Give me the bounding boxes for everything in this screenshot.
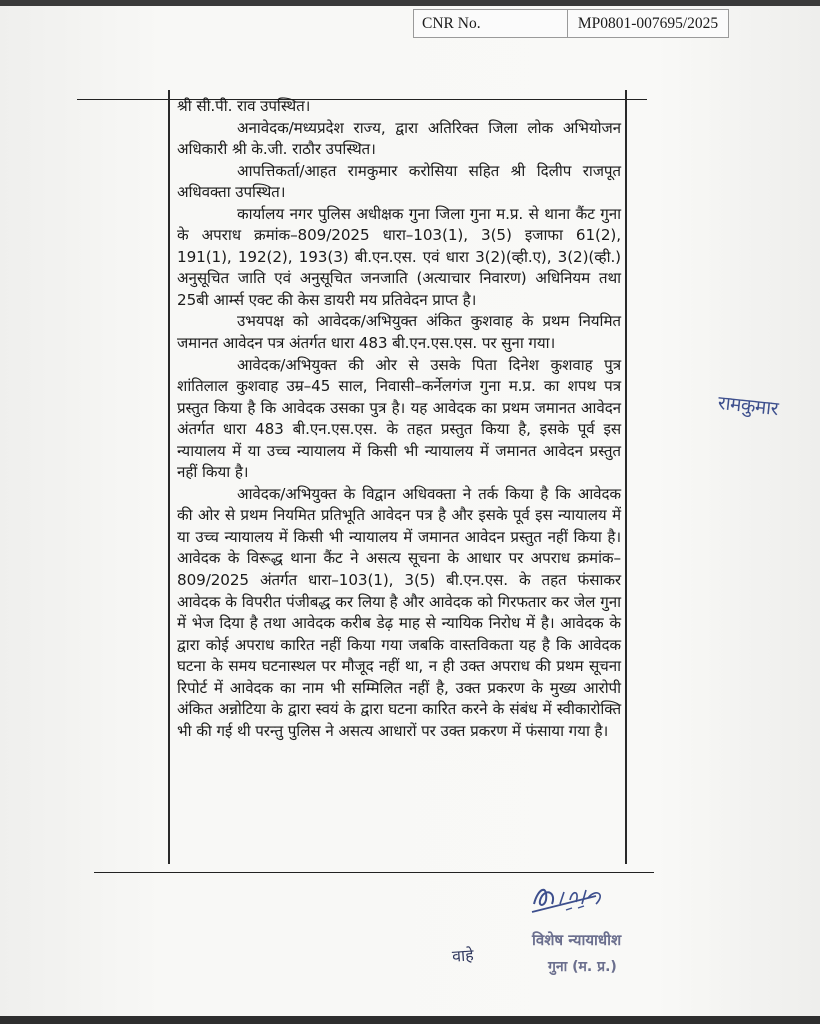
seal-title: विशेष न्यायाधीश — [532, 931, 622, 949]
cnr-box — [413, 9, 729, 38]
paragraph-1: अनावेदक/मध्यप्रदेश राज्य, द्वारा अतिरिक्त जिला लोक अभियोजन अधिकारी श्री के.जी. राठौर उपस्थित। — [177, 118, 621, 159]
paragraph-2: आपत्तिकर्ता/आहत रामकुमार करोसिया सहित श्री दिलीप राजपूत अधिवक्ता उपस्थित। — [177, 161, 621, 202]
right-column-rule — [625, 90, 627, 864]
bottom-rule — [94, 872, 654, 873]
seal-place: गुना (म. प्र.) — [548, 959, 617, 975]
judge-initials-signature — [526, 874, 616, 922]
paragraph-3: कार्यालय नगर पुलिस अधीक्षक गुना जिला गुना म.प्र. से थाना कैंट गुना के अपराध क्रमांक–809/2025 धारा–103(1), 3(5) इजाफा 61(2), 191(1), 192(2), 193(3) बी.एन.एस. एवं धारा 3(2)(व्ही.ए), 3(2)(व्ही.) अनुसूचित जाति एवं अनुसूचित जनजाति (अत्याचार निवारण) अधिनियम तथा 25बी आर्म्स एक्ट की केस डायरी मय प्रतिवेदन प्राप्त है। — [177, 204, 621, 309]
bottom-signature: वाहे — [451, 945, 475, 966]
order-sheet-text — [177, 96, 621, 742]
paragraph-4: उभयपक्ष को आवेदक/अभियुक्त अंकित कुशवाह के प्रथम नियमित जमानत आवेदन पत्र अंतर्गत धारा 483 बी.एन.एस.एस. पर सुना गया। — [177, 312, 621, 353]
paragraph-6: आवेदक/अभियुक्त के विद्वान अधिवक्ता ने तर्क किया है कि आवेदक की ओर से प्रथम नियमित प्रतिभूति आवेदन पत्र है और इसके पूर्व इस न्यायालय में या उच्च न्यायालय में किसी भी न्यायालय में जमानत आवेदन प्रस्तुत नहीं किया है। आवेदक के विरूद्ध थाना कैंट ने असत्य सूचना के आधार पर अपराध क्रमांक–809/2025 अंतर्गत धारा–103(1), 3(5) बी.एन.एस. के तहत फंसाकर आवेदक के विपरीत पंजीबद्ध कर लिया है और आवेदक को गिरफतार कर जेल गुना में भेज दिया है तथा आवेदक करीब डेढ़ माह से न्यायिक निरोध में है। आवेदक के द्वारा कोई अपराध कारित नहीं किया गया जबकि वास्तविकता यह है कि आवेदक घटना के समय घटनास्थल पर मौजूद नहीं था, न ही उक्त अपराध की प्रथम सूचना रिपोर्ट में आवेदक का नाम भी सम्मिलित नहीं है, उक्त प्रकरण के मुख्य आरोपी अंकित अन्नोटिया के द्वारा स्वयं के द्वारा घटना कारित करने के संबंध में स्वीकारोक्ति भी की गई थी परन्तु पुलिस ने असत्य आधारों पर उक्त प्रकरण में फंसाया गया है। — [177, 484, 621, 740]
paragraph-0: श्री सी.पी. राव उपस्थित। — [177, 97, 311, 115]
margin-signature: रामकुमार — [716, 391, 780, 421]
cnr-number: MP0801-007695/2025 — [577, 14, 719, 32]
bottom-border — [0, 1016, 820, 1024]
paragraph-5: आवेदक/अभियुक्त की ओर से उसके पिता दिनेश कुशवाह पुत्र शांतिलाल कुशवाह उम्र–45 साल, निवासी–कर्नेलगंज गुना म.प्र. का शपथ पत्र प्रस्तुत किया है कि आवेदक उसका पुत्र है। यह आवेदक का प्रथम जमानत आवेदन अंतर्गत धारा 483 बी.एन.एस.एस. के तहत प्रस्तुत किया है, इसके पूर्व इस न्यायालय में या उच्च न्यायालय में किसी भी न्यायालय में जमानत आवेदन प्रस्तुत नहीं किया है। — [177, 355, 621, 482]
left-column-rule — [168, 90, 170, 864]
cnr-label: CNR No. — [414, 10, 568, 37]
